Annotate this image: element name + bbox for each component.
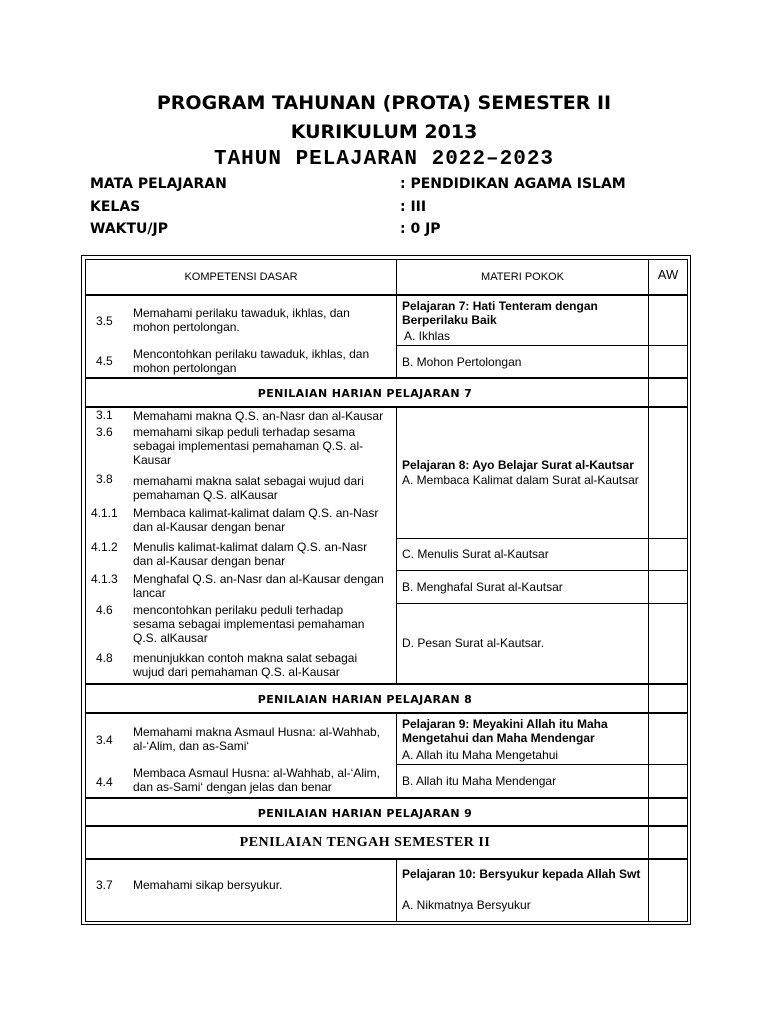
header-aw: AW <box>657 267 679 282</box>
materi-item: A. Nikmatnya Bersyukur <box>402 898 531 912</box>
kd-code: 4.8 <box>96 651 113 665</box>
school-year-title: TAHUN PELAJARAN 2022–2023 <box>213 148 555 171</box>
class-label: KELAS <box>90 199 141 215</box>
kd-text: Mencontohkan perilaku tawaduk, ikhlas, dan mohon pertolongan <box>133 347 370 375</box>
subject-value: : PENDIDIKAN AGAMA ISLAM <box>400 176 626 192</box>
curriculum-title: KURIKULUM 2013 <box>290 121 478 143</box>
daily-assessment-9: PENILAIAN HARIAN PELAJARAN 9 <box>257 807 473 820</box>
document-title: PROGRAM TAHUNAN (PROTA) SEMESTER II <box>156 92 612 114</box>
materi-item: D. Pesan Surat al-Kautsar. <box>402 636 545 650</box>
daily-assessment-7: PENILAIAN HARIAN PELAJARAN 7 <box>257 387 473 400</box>
kd-text: mencontohkan perilaku peduli terhadap sesama sebagai implementasi pemahaman Q.S. alKausar <box>133 603 365 645</box>
materi-item: A. Allah itu Maha Mengetahui <box>402 748 559 762</box>
kd-code: 3.1 <box>96 408 113 422</box>
materi-item: C. Menulis Surat al-Kautsar <box>402 547 549 561</box>
kd-text: Menghafal Q.S. an-Nasr dan al-Kausar dengan lancar <box>133 572 384 600</box>
kd-code: 3.5 <box>96 314 113 328</box>
mid-semester-assessment: PENILAIAN TENGAH SEMESTER II <box>239 835 491 850</box>
kd-code: 3.6 <box>96 425 113 439</box>
kd-text: Memahami makna Asmaul Husna: al-Wahhab, al-‘Alim, dan as-Sami‘ <box>133 725 380 753</box>
lesson-title: Pelajaran 9: Meyakini Allah itu Maha Mengetahui dan Maha Mendengar <box>402 717 608 745</box>
class-value: : III <box>400 199 427 215</box>
kd-code: 4.6 <box>96 603 113 617</box>
kd-text: menunjukkan contoh makna salat sebagai wujud dari pemahaman Q.S. al-Kausar <box>133 651 358 679</box>
kd-code: 4.1.2 <box>91 540 118 554</box>
kd-code: 4.5 <box>96 354 113 368</box>
materi-item: B. Mohon Pertolongan <box>402 355 522 369</box>
kd-text: Memahami makna Q.S. an-Nasr dan al-Kausar <box>133 409 384 423</box>
time-value: : 0 JP <box>400 221 441 237</box>
kd-code: 3.8 <box>96 472 113 486</box>
kd-code: 4.4 <box>96 775 113 789</box>
lesson-title: Pelajaran 10: Bersyukur kepada Allah Swt <box>402 867 641 881</box>
daily-assessment-8: PENILAIAN HARIAN PELAJARAN 8 <box>257 693 473 706</box>
subject-label: MATA PELAJARAN <box>90 176 227 192</box>
kd-text: Membaca kalimat-kalimat dalam Q.S. an-Nasr dan al-Kausar dengan benar <box>133 506 379 534</box>
header-materi-pokok: MATERI POKOK <box>481 271 564 283</box>
kd-text: memahami makna salat sebagai wujud dari pemahaman Q.S. alKausar <box>133 474 364 502</box>
kd-code: 3.7 <box>96 878 113 892</box>
materi-item: A. Ikhlas <box>404 329 451 343</box>
kd-code: 3.4 <box>96 733 113 747</box>
header-kompetensi-dasar: KOMPETENSI DASAR <box>184 271 298 283</box>
materi-item: B. Allah itu Maha Mendengar <box>402 774 557 788</box>
kd-text: Memahami sikap bersyukur. <box>133 878 283 892</box>
kd-text: Memahami perilaku tawaduk, ikhlas, dan mohon pertolongan. <box>133 306 350 334</box>
kd-text: Menulis kalimat-kalimat dalam Q.S. an-Nasr dan al-Kausar dengan benar <box>133 540 368 568</box>
kd-code: 4.1.1 <box>91 506 118 520</box>
materi-item: B. Menghafal Surat al-Kautsar <box>402 580 563 594</box>
kd-text: memahami sikap peduli terhadap sesama sebagai implementasi pemahaman Q.S. al-Kausar <box>133 425 364 467</box>
prota-table <box>81 255 691 925</box>
materi-item: A. Membaca Kalimat dalam Surat al-Kautsar <box>402 473 639 487</box>
kd-text: Membaca Asmaul Husna: al-Wahhab, al-‘Alim, dan as-Sami‘ dengan jelas dan benar <box>133 766 380 794</box>
lesson-title: Pelajaran 8: Ayo Belajar Surat al-Kautsar <box>402 458 634 472</box>
time-label: WAKTU/JP <box>90 221 168 237</box>
lesson-title: Pelajaran 7: Hati Tenteram dengan Berperilaku Baik <box>402 299 598 327</box>
kd-code: 4.1.3 <box>91 572 118 586</box>
